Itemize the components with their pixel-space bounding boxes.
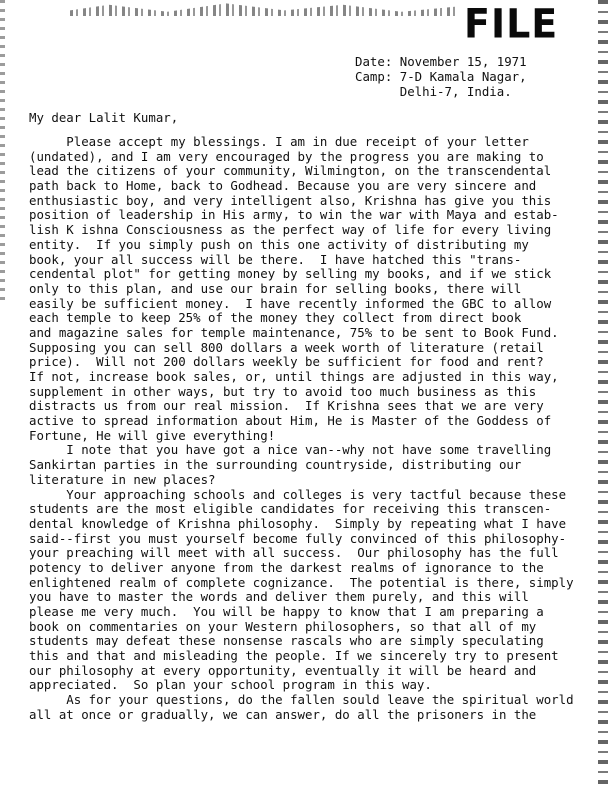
body-line: appreciated. So plan your school program in this way. (29, 677, 432, 693)
body-line: Supposing you can sell 800 dollars a week worth of literature (retail (29, 339, 544, 355)
body-line: distracts us from our real mission. If Krishna sees that we are very (29, 398, 544, 414)
city-line: Delhi-7, India. (355, 84, 512, 99)
salutation: My dear Lalit Kumar, (29, 110, 179, 125)
body-line: cendental plot" for getting money by selling my books, and if we stick (29, 266, 552, 282)
body-line: supplement in other ways, but try to avoid too much business as this (29, 383, 537, 399)
body-line: your preaching will meet with all success. Our philosophy has the full (29, 545, 559, 561)
body-line: lish K ishna Consciousness as the perfect way of life for every living (29, 222, 552, 238)
body-line: If not, increase book sales, or, until things are adjusted in this way, (29, 369, 559, 384)
body-line: (undated), and I am very encouraged by the progress you are making to (29, 148, 544, 164)
body-line: only to this plan, and use our brain for selling books, there will (29, 280, 522, 296)
body-line: students are the most eligible candidates for receiving this transcen- (29, 501, 552, 517)
body-line: path back to Home, back to Godhead. Because you are very sincere and (29, 178, 537, 194)
body-line: easily be sufficient money. I have recently informed the GBC to allow (29, 295, 552, 311)
body-line: all at once or gradually, we can answer, do all the prisoners in the (29, 706, 537, 722)
body-line: enlightened realm of complete cognizance. The potential is there, simply (29, 574, 574, 590)
date-block (355, 54, 527, 99)
camp-line: Camp: 7-D Kamala Nagar, (355, 69, 527, 84)
body-line: Your approaching schools and colleges is very tactful because these (29, 486, 567, 502)
body-line: book, your all success will be there. I have hatched this "trans- (29, 251, 522, 267)
body-line: active to spread information about Him, He is Master of the Goddess of (29, 413, 552, 429)
body-line: lead the citizens of your community, Wilmington, on the transcendental (29, 163, 552, 179)
body-line: please me very much. You will be happy to know that I am preparing a (29, 604, 544, 619)
body-line: said--first you must yourself become fully convinced of this philosophy- (29, 530, 567, 546)
body-line: book on commentaries on your Western philosophers, so that all of my (29, 618, 537, 634)
body-line: Fortune, He will give everything! (29, 427, 276, 443)
body-line: price). Will not 200 dollars weekly be sufficient for food and rent? (29, 354, 544, 370)
body-line: As for your questions, do the fallen sould leave the spiritual world (29, 692, 574, 708)
body-line: our philosophy at every opportunity, eventually it will be heard and (29, 662, 537, 678)
date-line: Date: November 15, 1971 (355, 54, 527, 69)
body-line: each temple to keep 25% of the money they collect from direct book (29, 310, 522, 326)
body-line: position of leadership in His army, to win the war with Maya and estab- (29, 207, 559, 223)
scan-edge-left (0, 0, 5, 300)
letter-body (29, 135, 574, 723)
body-line: I note that you have got a nice van--why not have some travelling (29, 442, 552, 458)
body-line: this and that and misleading the people. If we sincerely try to present (29, 648, 559, 664)
body-line: Sankirtan parties in the surrounding countryside, distributing our (29, 457, 522, 473)
body-line: enthusiastic boy, and very intelligent also, Krishna has give you this (29, 192, 552, 208)
body-line: you have to master the words and deliver them purely, and this will (29, 589, 529, 605)
scan-edge-right (598, 0, 608, 785)
body-line: dental knowledge of Krishna philosophy. Simply by repeating what I have (29, 515, 567, 531)
file-stamp: FILE (464, 0, 559, 48)
body-line: and magazine sales for temple maintenance, 75% to be sent to Book Fund. (29, 324, 559, 340)
body-line: students may defeat these nonsense rascals who are simply speculating (29, 633, 544, 649)
body-line: literature in new places? (29, 471, 216, 487)
body-line: potency to deliver anyone from the darkest realms of ignorance to the (29, 559, 544, 575)
scan-noise-top (70, 2, 460, 16)
body-line: entity. If you simply push on this one activity of distributing my (29, 236, 529, 252)
body-line: Please accept my blessings. I am in due receipt of your letter (29, 134, 529, 149)
